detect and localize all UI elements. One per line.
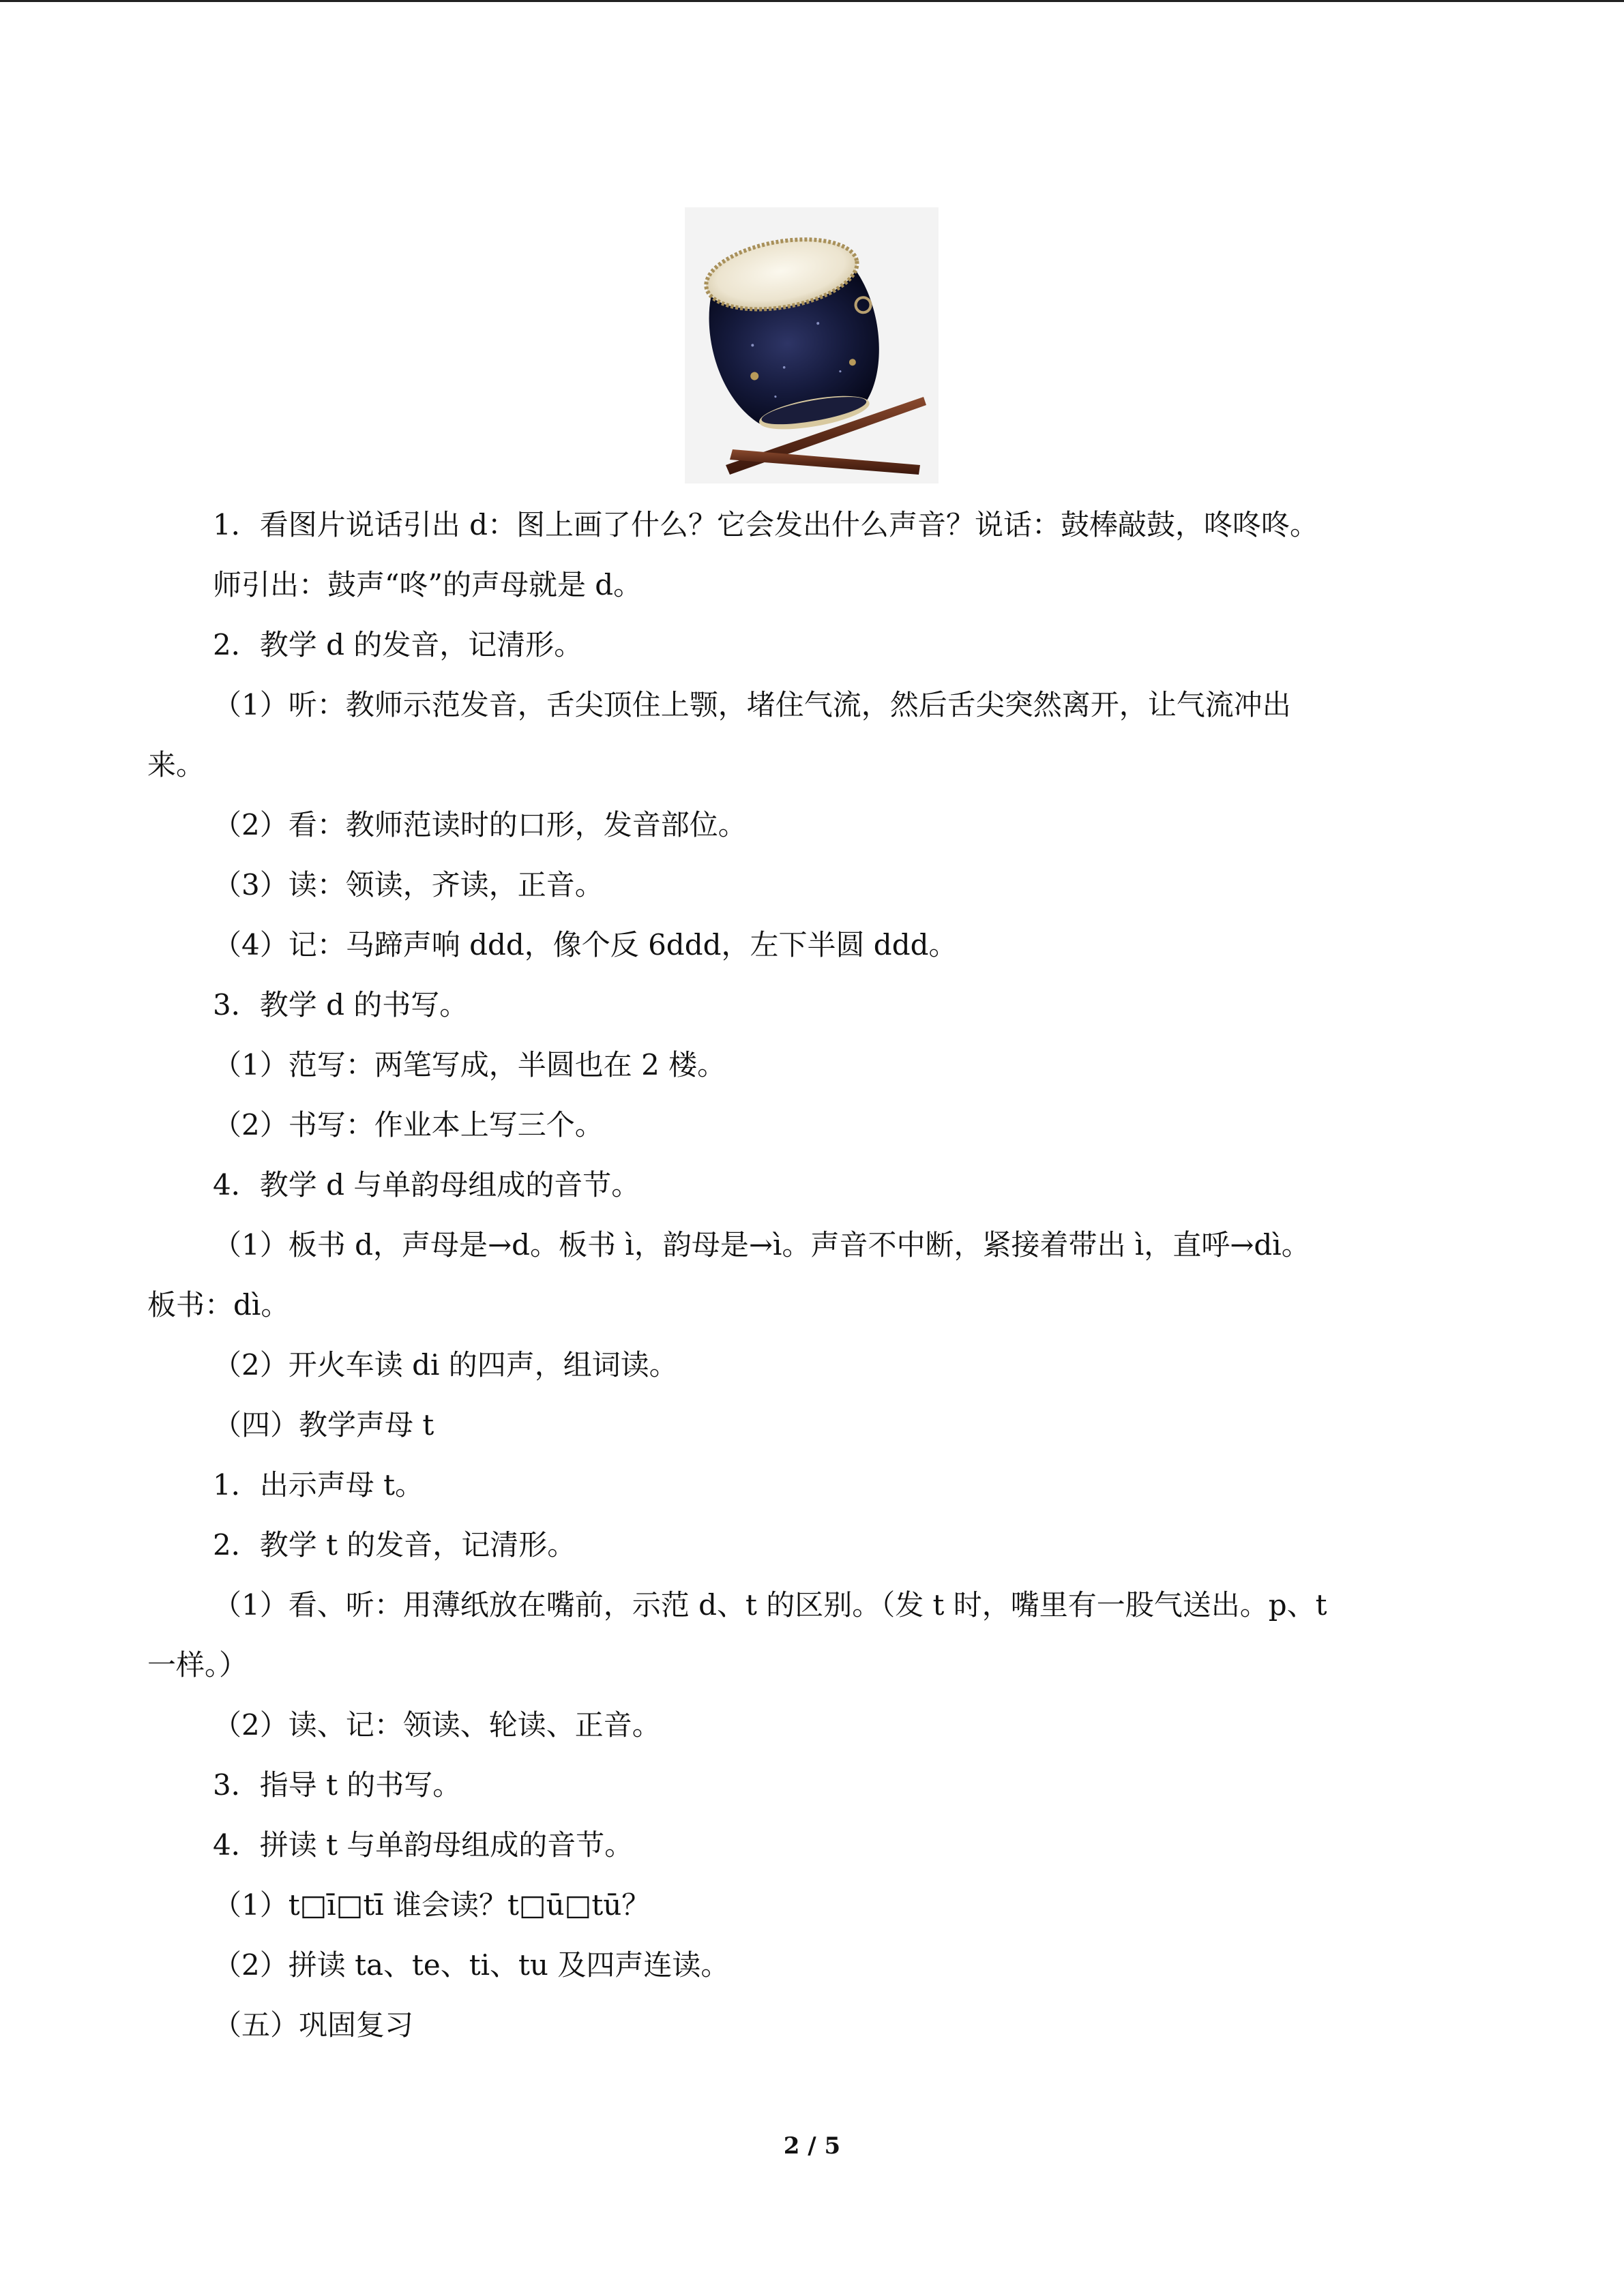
paragraph-line: （五）巩固复习 <box>213 2008 414 2042</box>
paragraph-line: （2）书写：作业本上写三个。 <box>213 1108 604 1142</box>
paragraph-line: 一样。） <box>147 1648 248 1682</box>
paragraph-line: （1）t□ī□tī 谁会读？t□ū□tū？ <box>213 1888 651 1922</box>
paragraph-line: 3．教学 d 的书写。 <box>213 988 469 1022</box>
paragraph-line: （2）看：教师范读时的口形，发音部位。 <box>213 808 747 841</box>
paragraph-line: （2）读、记：领读、轮读、正音。 <box>213 1708 661 1742</box>
paragraph-line: 1．看图片说话引出 d：图上画了什么？它会发出什么声音？说话：鼓棒敲鼓，咚咚咚。 <box>213 508 1318 541</box>
paragraph-line: 板书：dì。 <box>147 1288 290 1322</box>
paragraph-line: 4．教学 d 与单韵母组成的音节。 <box>213 1168 640 1202</box>
paragraph-line: 师引出：鼓声“咚”的声母就是 d。 <box>213 568 643 601</box>
paragraph-line: （1）范写：两笔写成，半圆也在 2 楼。 <box>213 1048 726 1082</box>
paragraph-line: （四）教学声母 t <box>213 1408 434 1442</box>
drum-illustration <box>685 207 939 483</box>
paragraph-line: 3．指导 t 的书写。 <box>213 1768 462 1802</box>
paragraph-line: （1）听：教师示范发音，舌尖顶住上颚，堵住气流，然后舌尖突然离开，让气流冲出 <box>213 688 1291 721</box>
top-border-rule <box>0 0 1624 2</box>
paragraph-line: （2）拼读 ta、te、ti、tu 及四声连读。 <box>213 1948 730 1982</box>
paragraph-line: （3）读：领读，齐读，正音。 <box>213 868 604 901</box>
paragraph-line: 来。 <box>147 748 205 781</box>
paragraph-line: （4）记：马蹄声响 ddd，像个反 6ddd，左下半圆 ddd。 <box>213 928 958 961</box>
paragraph-line: （1）看、听：用薄纸放在嘴前，示范 d、t 的区别。（发 t 时，嘴里有一股气送出。p、t <box>213 1588 1327 1622</box>
paragraph-line: 4．拼读 t 与单韵母组成的音节。 <box>213 1828 634 1862</box>
paragraph-line: （1）板书 d，声母是→d。板书 ì，韵母是→ì。声音不中断，紧接着带出 ì，直呼→dì。 <box>213 1228 1310 1262</box>
page-indicator: 2 / 5 <box>783 2132 841 2160</box>
paragraph-line: 1．出示声母 t。 <box>213 1468 424 1502</box>
paragraph-line: 2．教学 t 的发音，记清形。 <box>213 1528 576 1562</box>
paragraph-line: （2）开火车读 di 的四声，组词读。 <box>213 1348 678 1382</box>
paragraph-line: 2．教学 d 的发音，记清形。 <box>213 628 583 661</box>
